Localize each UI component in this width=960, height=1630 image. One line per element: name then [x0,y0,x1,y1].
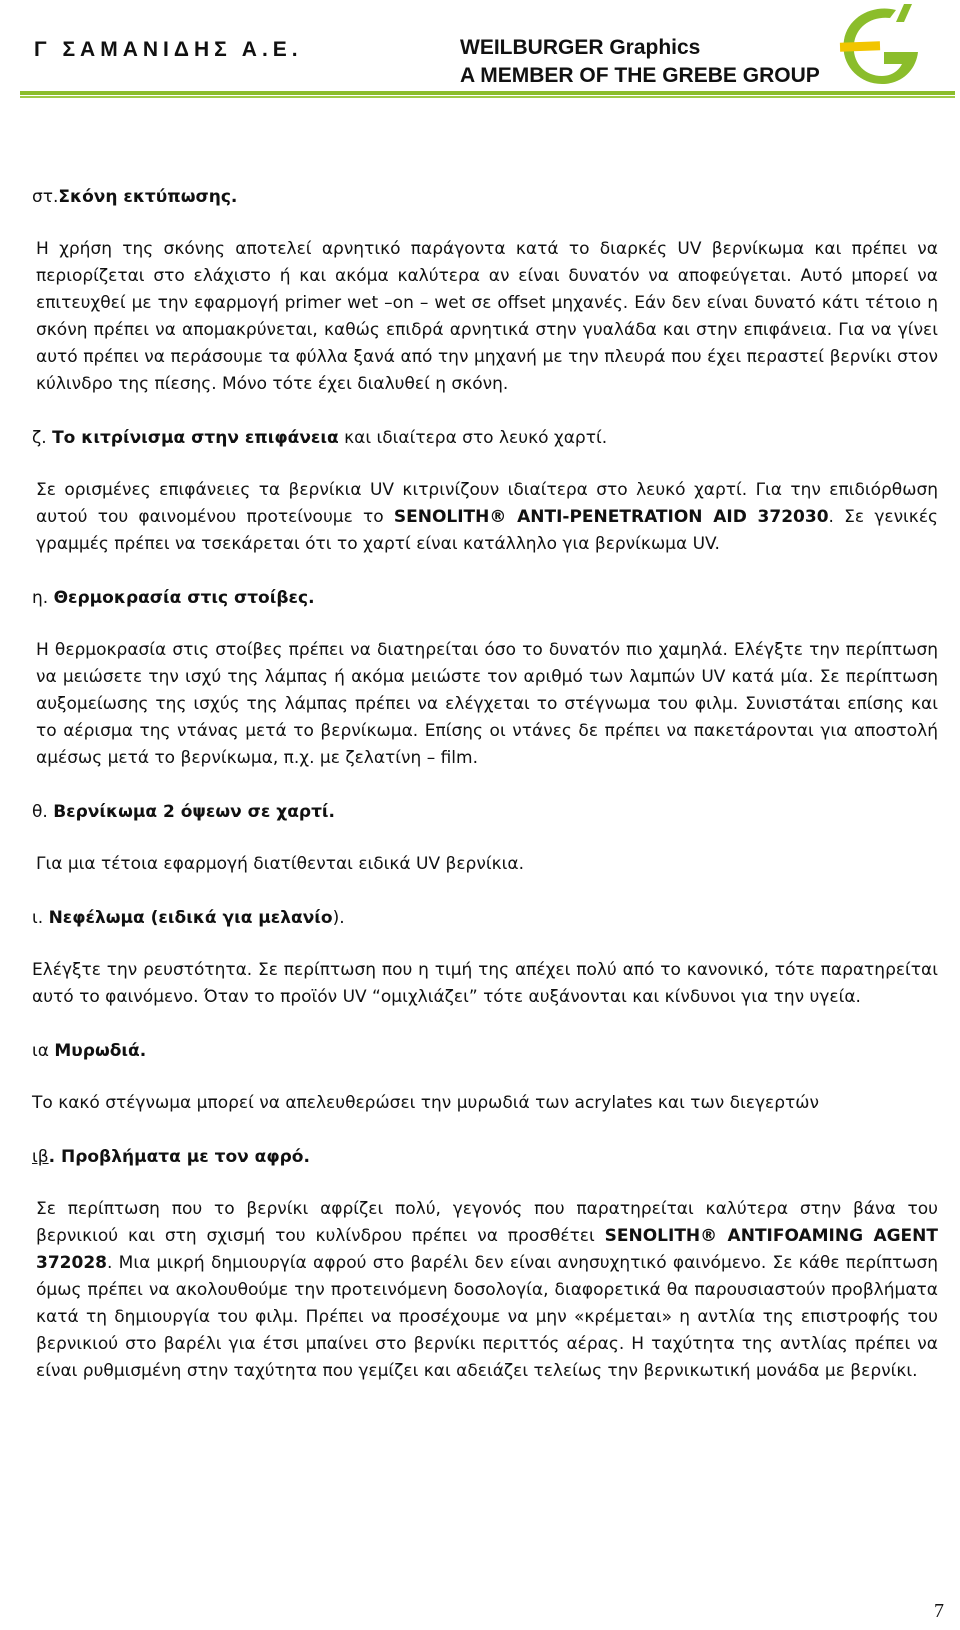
page-number: 7 [934,1600,944,1622]
paragraph-text: . Μια μικρή δημιουργία αφρού στο βαρέλι δεν είναι ανησυχητικό φαινόμενο. Σε κάθε περίπτωση όμως πρέπει να ακολουθούμε την προτεινόμενη δοσολογία, διαφορετικά θα παρουσιαστούν προβλήματα κατά τη δημιουργία του φιλμ. Πρέπει να προσέχουμε να μην «κρέμεται» η αντλία της επιστροφής του βερνικιού στο βαρέλι για έτσι μπαίνει στο βερνίκι περιττός αέρας. Η ταχύτητα της αντλίας πρέπει να είναι ρυθμισμένη στην ταχύτητα που γεμίζει και αδειάζει τελείως την βερνικωτική μονάδα με βερνίκι. [36,1253,938,1381]
section-heading-i [32,585,938,612]
paragraph-text: Σε περίπτωση που το βερνίκι αφρίζει πολύ, γεγονός που παρατηρείται καλύτερα στην βάνα του βερνικιού και στη σχισμή του κυλίνδρου πρέπει να προσθέτει [36,1199,938,1246]
company-name: Γ ΣΑΜΑΝΙΔΗΣ Α.Ε. [34,38,303,61]
section-heading-st [32,184,938,211]
paragraph-yellowing [32,477,938,558]
section-title: Σκόνη εκτύπωσης. [58,187,238,207]
header-rule-secondary [20,96,955,98]
company-logo [834,2,924,90]
section-heading-z [32,425,938,452]
section-number: ζ. [32,428,47,448]
section-number: η. [32,588,49,608]
paragraph-powder: Η χρήση της σκόνης αποτελεί αρνητικό παράγοντα κατά το διαρκές UV βερνίκωμα και πρέπει να περιορίζεται στο ελάχιστο ή και ακόμα καλύτερα αν είναι δυνατόν να αποφεύγεται. Αυτό μπορεί να επιτευχθεί με την εφαρμογή primer wet –on – wet σε offset μηχανές. Εάν δεν είναι δυνατό κάτι τέτοιο η σκόνη πρέπει να απομακρύνεται, καθώς επιδρά αρνητικά στην γυαλάδα και στην επιφάνεια. Για να γίνει αυτό πρέπει να περάσουμε τα φύλλα ξανά από την μηχανή με την πλευρά που έχει περαστεί βερνίκι στον κύλινδρο της πίεσης. Μόνο τότε έχει διαλυθεί η σκόνη. [36,239,938,394]
document-body [32,184,938,1385]
section-number: ιβ [32,1147,49,1167]
section-title-suffix: ). [332,908,345,928]
section-number: στ. [32,187,59,207]
section-heading-ia [32,1038,938,1065]
paragraph-foam [32,1196,938,1385]
paragraph-odor: Το κακό στέγνωμα μπορεί να απελευθερώσει την μυρωδιά των acrylates και των διεγερτών [32,1093,819,1113]
section-number: ι. [32,908,44,928]
page-header [0,0,960,100]
brand-block [460,34,820,90]
product-name: SENOLITH® ANTI-PENETRATION AID 372030 [393,507,829,527]
section-number: θ. [32,802,48,822]
section-heading-ib [32,1144,938,1171]
paragraph-haze: Ελέγξτε την ρευστότητα. Σε περίπτωση που η τιμή της απέχει πολύ από το κανονικό, τότε παρατηρείται αυτό το φαινόμενο. Όταν το προϊόν UV “ομιχλιάζει” τότε αυξάνονται και κίνδυνοι για την υγεία. [32,960,938,1007]
section-heading-th [32,799,938,826]
section-title: Θερμοκρασία στις στοίβες. [53,588,315,608]
brand-line-1: WEILBURGER Graphics [460,36,701,59]
product-name: SENOLITH® ANTIFOAMING AGENT 372028 [36,1226,938,1273]
paragraph-text: . Σε γενικές γραμμές πρέπει να τσεκάρεται ότι το χαρτί είναι κατάλληλο για βερνίκωμα UV. [36,507,938,554]
section-title: Μυρωδιά. [54,1041,147,1061]
section-title: Νεφέλωμα (ειδικά για μελανίο [48,908,333,928]
section-title: . Προβλήματα με τον αφρό. [48,1147,310,1167]
section-title-suffix: και ιδιαίτερα στο λευκό χαρτί. [338,428,608,448]
paragraph-temperature: Η θερμοκρασία στις στοίβες πρέπει να διατηρείται όσο το δυνατόν πιο χαμηλά. Ελέγξτε την περίπτωση να μειώσετε την ισχύ της λάμπας ή ακόμα μειώστε τον αριθμό των λαμπών UV κατά μία. Σε περίπτωση αυξομείωσης της ισχύς της λάμπας πρέπει να ελέγχεται το στέγνωμα του φιλμ. Συνιστάται επίσης και το αέρισμα της ντάνας μετά το βερνίκωμα. Επίσης οι ντάνες δε πρέπει να πακετάρονται για αποστολή αμέσως μετά το βερνίκωμα, π.χ. με ζελατίνη – film. [36,640,938,768]
header-rule [20,91,955,95]
paragraph-two-sided: Για μια τέτοια εφαρμογή διατίθενται ειδικά UV βερνίκια. [36,854,524,874]
section-number: ια [32,1041,49,1061]
section-title: Το κιτρίνισμα στην επιφάνεια [52,428,339,448]
section-heading-iota [32,905,938,932]
section-title: Βερνίκωμα 2 όψεων σε χαρτί. [53,802,335,822]
brand-line-2: A MEMBER OF THE GREBE GROUP [460,64,820,87]
paragraph-text: Σε ορισμένες επιφάνειες τα βερνίκια UV κιτρινίζουν ιδιαίτερα στο λευκό χαρτί. Για την επιδιόρθωση αυτού του φαινομένου προτείνουμε το [36,480,938,527]
